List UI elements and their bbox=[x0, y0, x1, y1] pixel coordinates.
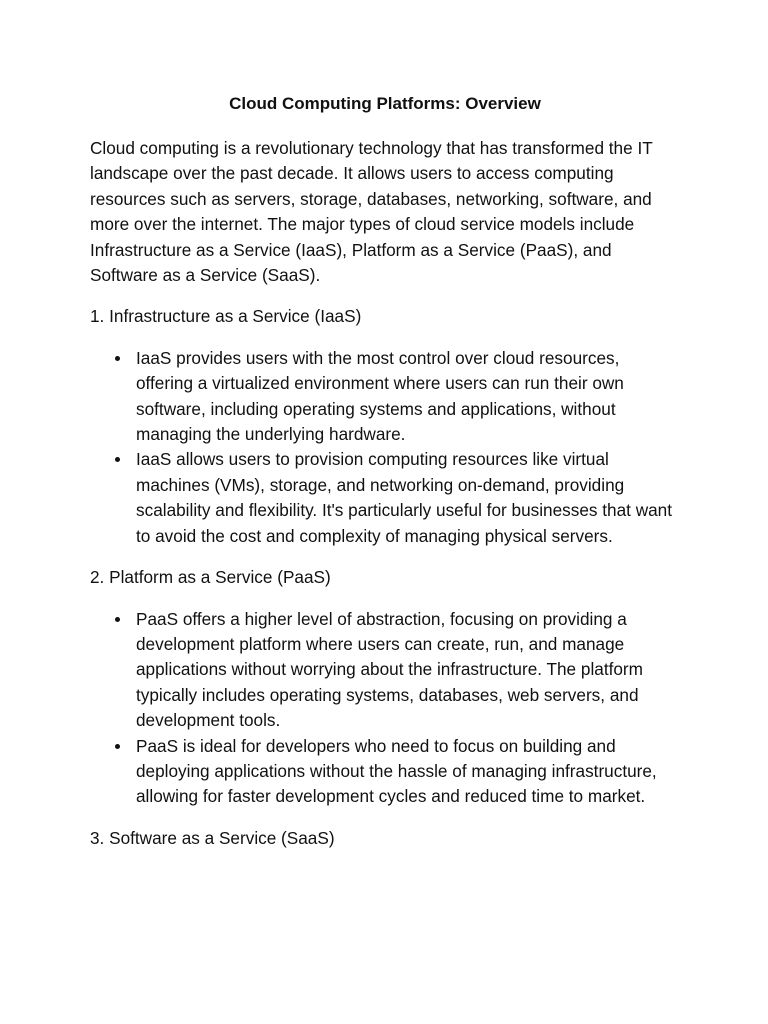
list-item bbox=[90, 607, 680, 734]
iaas-bullet-list bbox=[90, 346, 680, 549]
bullet-text: PaaS offers a higher level of abstraction, focusing on providing a development platform where users can create, run, and manage applications without worrying about the infrastructure. The platform typically includes operating systems, databases, web servers, and development tools. bbox=[136, 608, 643, 731]
bullet-icon bbox=[115, 617, 120, 622]
bullet-text: PaaS is ideal for developers who need to focus on building and deploying applications without the hassle of managing infrastructure, allowing for faster development cycles and reduced time to market. bbox=[136, 735, 657, 807]
document-title: Cloud Computing Platforms: Overview bbox=[229, 94, 541, 113]
intro-paragraph: Cloud computing is a revolutionary technology that has transformed the IT landscape over the past decade. It allows users to access computing resources such as servers, storage, databases, networking, software, and more over the internet. The major types of cloud service models include Infrastructure as a Service (IaaS), Platform as a Service (PaaS), and Software as a Service (SaaS). bbox=[90, 138, 653, 286]
paas-bullet-list bbox=[90, 607, 680, 810]
section-heading-paas: 2. Platform as a Service (PaaS) bbox=[90, 567, 331, 588]
section-heading-saas: 3. Software as a Service (SaaS) bbox=[90, 827, 335, 848]
bullet-text: IaaS allows users to provision computing resources like virtual machines (VMs), storage, and networking on-demand, providing scalability and flexibility. It's particularly useful for businesses that want to avoid the cost and complexity of managing physical servers. bbox=[136, 449, 673, 546]
bullet-icon bbox=[115, 744, 120, 749]
document-page bbox=[90, 92, 680, 851]
list-item bbox=[90, 734, 680, 810]
bullet-icon bbox=[115, 356, 120, 361]
list-item bbox=[90, 346, 680, 448]
bullet-icon bbox=[115, 457, 120, 462]
bullet-text: IaaS provides users with the most control over cloud resources, offering a virtualized environment where users can run their own software, including operating systems and applications, without managing the underlying hardware. bbox=[136, 347, 624, 445]
section-heading-iaas: 1. Infrastructure as a Service (IaaS) bbox=[90, 306, 362, 327]
list-item bbox=[90, 447, 680, 549]
